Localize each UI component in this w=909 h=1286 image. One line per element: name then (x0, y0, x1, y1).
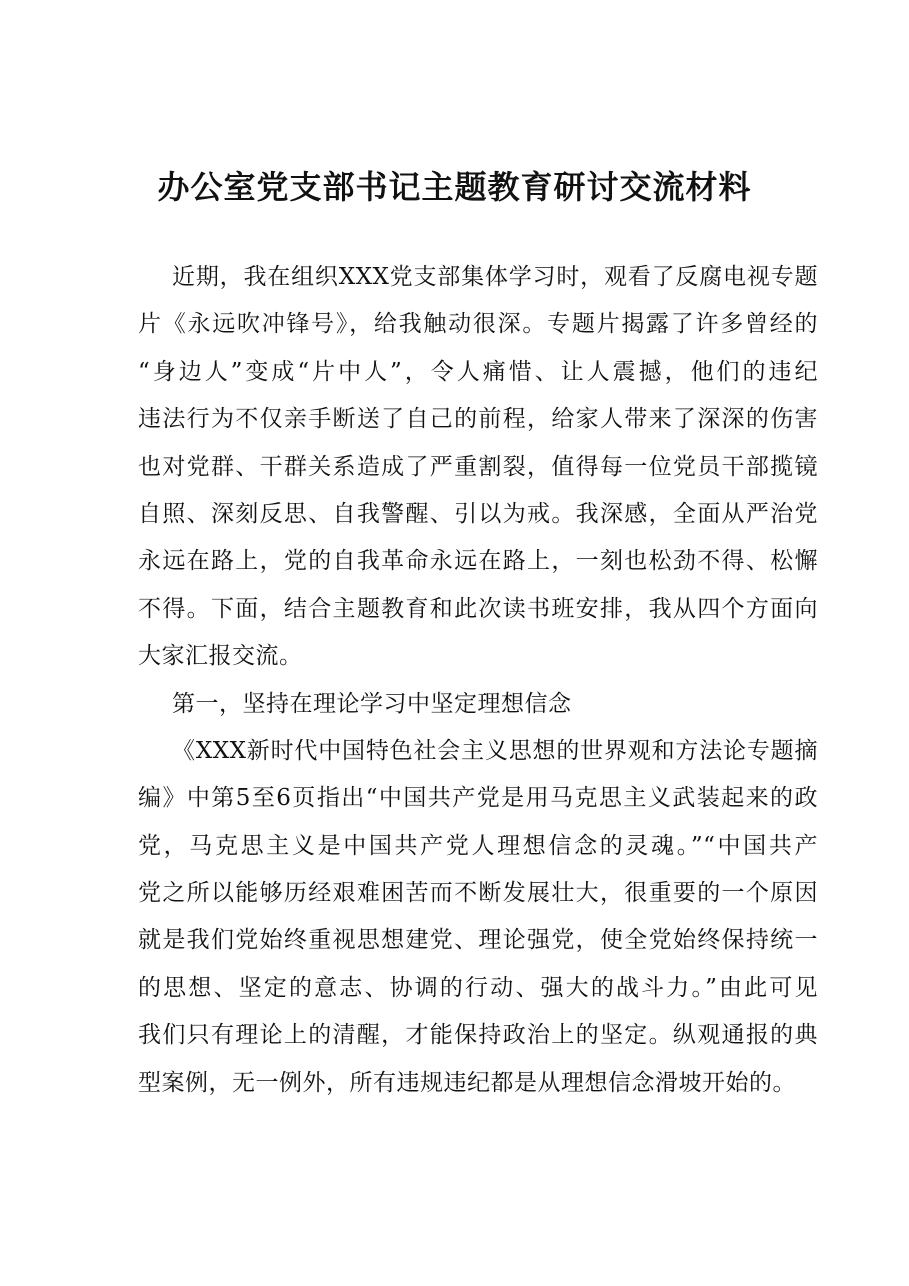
paragraph-1-line-1: 近期，我在组织XXX党支部集体学习时，观看了反腐电视专题 (172, 264, 818, 290)
document-title: 办公室党支部书记主题教育研讨交流材料 (157, 168, 752, 206)
paragraph-1-line-4: 违法行为不仅亲手断送了自己的前程，给家人带来了深深的伤害 (138, 406, 818, 433)
paragraph-3-line-8: 型案例，无一例外，所有违规违纪都是从理想信念滑坡开始的。 (138, 1069, 796, 1096)
paragraph-3-line-6: 的思想、坚定的意志、协调的行动、强大的战斗力。”由此可见 (138, 974, 818, 1001)
paragraph-1-line-5: 也对党群、干群关系造成了严重割裂，值得每一位党员干部揽镜 (138, 453, 818, 480)
paragraph-1-line-3: “身边人”变成“片中人”，令人痛惜、让人震撼，他们的违纪 (138, 358, 818, 385)
paragraph-1-line-2: 片《永远吹冲锋号》，给我触动很深。专题片揭露了许多曾经的 (138, 311, 818, 338)
paragraph-3-line-5: 就是我们党始终重视思想建党、理论强党，使全党始终保持统一 (138, 927, 818, 954)
section-heading-1: 第一，坚持在理论学习中坚定理想信念 (172, 690, 572, 717)
paragraph-3-line-4: 党之所以能够历经艰难困苦而不断发展壮大，很重要的一个原因 (138, 880, 818, 907)
paragraph-1-line-9: 大家汇报交流。 (138, 643, 303, 670)
paragraph-1-line-7: 永远在路上，党的自我革命永远在路上，一刻也松劲不得、松懈 (138, 548, 818, 575)
document-body (138, 254, 818, 1107)
paragraph-3-line-1: 《XXX新时代中国特色社会主义思想的世界观和方法论专题摘 (172, 737, 818, 764)
paragraph-1-line-6: 自照、深刻反思、自我警醒、引以为戒。我深感，全面从严治党 (138, 500, 818, 527)
paragraph-3-line-2: 编》中第5至6页指出“中国共产党是用马克思主义武装起来的政 (138, 785, 818, 812)
paragraph-3-line-7: 我们只有理论上的清醒，才能保持政治上的坚定。纵观通报的典 (138, 1022, 818, 1049)
paragraph-1-line-8: 不得。下面，结合主题教育和此次读书班安排，我从四个方面向 (138, 595, 818, 622)
paragraph-3-line-3: 党，马克思主义是中国共产党人理想信念的灵魂。”“中国共产 (138, 832, 818, 859)
